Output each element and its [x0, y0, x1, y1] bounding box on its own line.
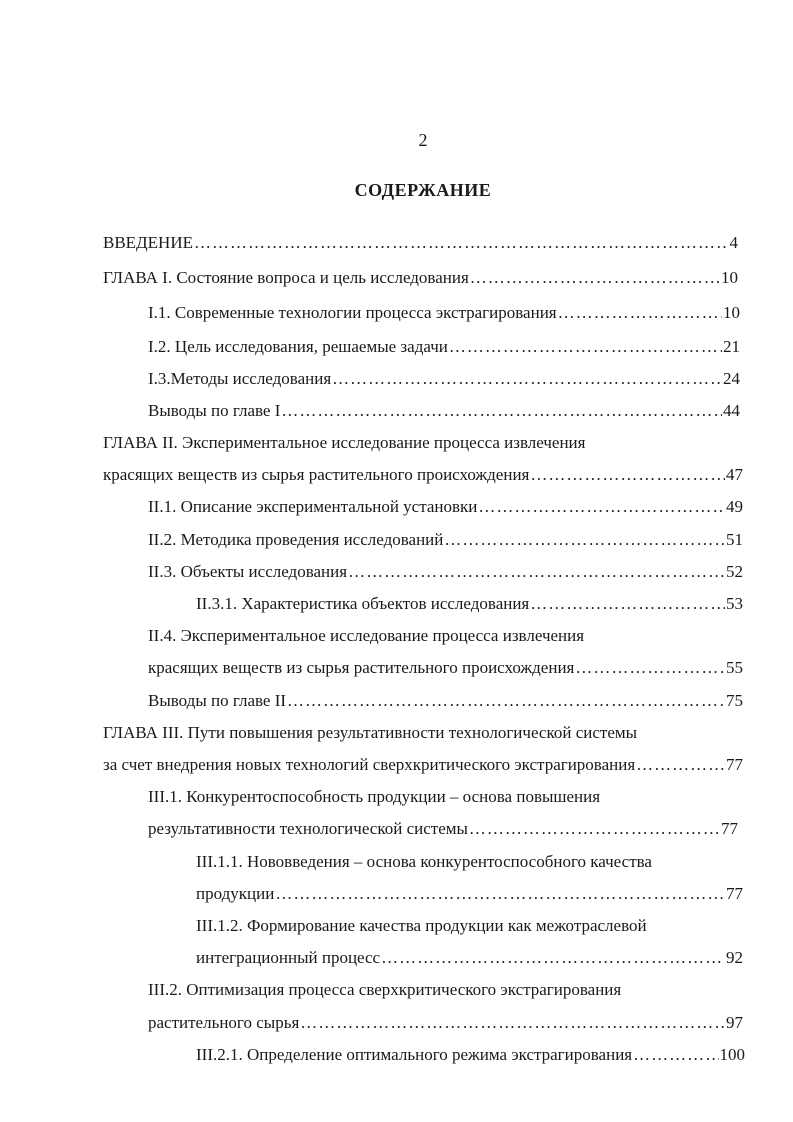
- toc-entry: III.2. Оптимизация процесса сверхкритического экстрагирования: [148, 980, 622, 999]
- toc-entry: II.3.1. Характеристика объектов исследования ……………………………………………………………………………………………………………………………………………………………………………… 53: [196, 591, 743, 617]
- toc-entry: Выводы по главе II ……………………………………………………………………………………………………………………………………………………………………………… 75: [148, 688, 743, 714]
- toc-entry: III.1.2. Формирование качества продукции как межотраслевой: [196, 916, 647, 935]
- toc-entry: красящих веществ из сырья растительного происхождения ……………………………………………………………………………………………………………………………………………………………………………… 55: [148, 655, 743, 681]
- toc-entry: II.2. Методика проведения исследований ……………………………………………………………………………………………………………………………………………………………………………… 51: [148, 527, 743, 553]
- toc-entry: I.2. Цель исследования, решаемые задачи ……………………………………………………………………………………………………………………………………………………………………………… 21: [148, 334, 740, 360]
- toc-entry: III.1.1. Нововведения – основа конкурентоспособного качества: [196, 852, 652, 871]
- toc-entry: II.3. Объекты исследования ……………………………………………………………………………………………………………………………………………………………………………… 52: [148, 559, 743, 585]
- toc-entry: продукции ……………………………………………………………………………………………………………………………………………………………………………… 77: [196, 881, 743, 907]
- toc-entry: I.1. Современные технологии процесса экстрагирования ……………………………………………………………………………………………………………………………………………………………………………… 10: [148, 300, 740, 326]
- toc-entry: II.4. Экспериментальное исследование процесса извлечения: [148, 626, 585, 645]
- toc-entry: результативности технологической системы ……………………………………………………………………………………………………………………………………………………………………………… 77: [148, 816, 738, 842]
- toc-entry: ВВЕДЕНИЕ ……………………………………………………………………………………………………………………………………………………………………………… 4: [103, 230, 738, 256]
- toc-entry: II.1. Описание экспериментальной установки ……………………………………………………………………………………………………………………………………………………………………………… 49: [148, 494, 743, 520]
- toc-entry: III.1. Конкурентоспособность продукции – основа повышения: [148, 787, 601, 806]
- toc-entry: III.2.1. Определение оптимального режима экстрагирования ……………………………………………………………………………………………………………………………………………………………………………… 100: [196, 1042, 745, 1068]
- toc-entry: ГЛАВА II. Экспериментальное исследование процесса извлечения: [103, 433, 586, 452]
- toc-entry: ГЛАВА I. Состояние вопроса и цель исследования ……………………………………………………………………………………………………………………………………………………………………………… 10: [103, 265, 738, 291]
- toc-entry: за счет внедрения новых технологий сверхкритического экстрагирования ……………………………………………………………………………………………………………………………………………………………………………… 77: [103, 752, 743, 778]
- toc-entry: Выводы по главе I ……………………………………………………………………………………………………………………………………………………………………………… 44: [148, 398, 740, 424]
- toc-entry: растительного сырья ……………………………………………………………………………………………………………………………………………………………………………… 97: [148, 1010, 743, 1036]
- toc-title: СОДЕРЖАНИЕ: [354, 180, 492, 200]
- toc-entry: ГЛАВА III. Пути повышения результативности технологической системы: [103, 723, 638, 742]
- toc-entry: I.3.Методы исследования ……………………………………………………………………………………………………………………………………………………………………………… 24: [148, 366, 740, 392]
- page-number: 2: [418, 130, 428, 150]
- toc-entry: красящих веществ из сырья растительного происхождения ……………………………………………………………………………………………………………………………………………………………………………… 47: [103, 462, 743, 488]
- toc-entry: интеграционный процесс ……………………………………………………………………………………………………………………………………………………………………………… 92: [196, 945, 743, 971]
